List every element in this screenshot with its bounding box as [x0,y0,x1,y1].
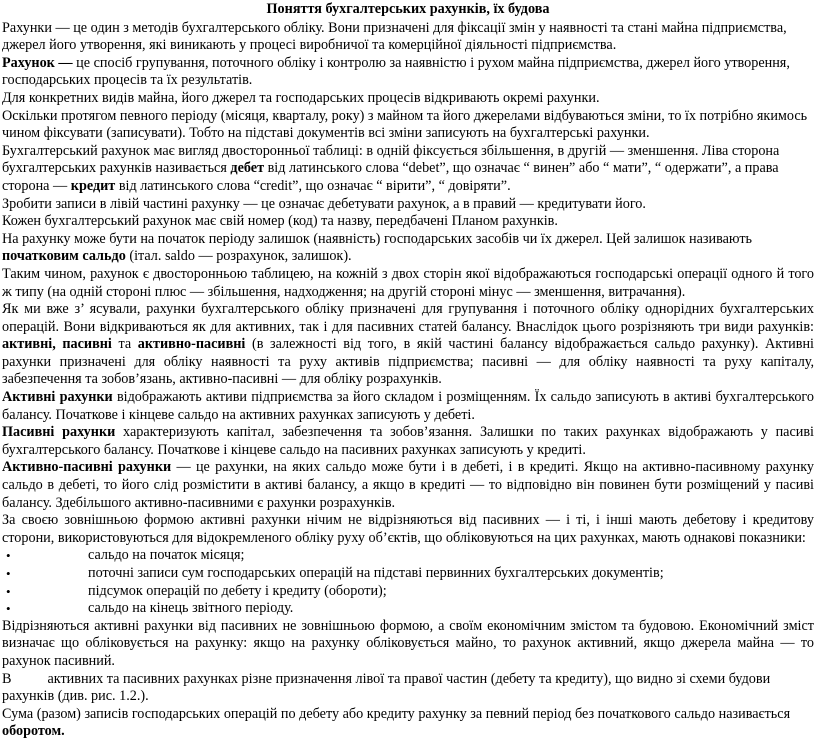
paragraph-account-types: Як ми вже з’ ясували, рахунки бухгалтерського обліку призначені для групування і поточного обліку однорідних бухгалтерських операцій. Вони відкриваються як для активних, так і для пасивних статей балансу. Внаслідок цього розрізняють три види рахунків: активні, пасивні та активно-пасивні (в залежності від того, в якій частині балансу відображається сальдо рахунку). Активні рахунки призначені для обліку наявності та руху активів підприємства; пасивні — для обліку наявності та руху капіталу, забезпечення та зобов’язань, активно-пасивні — для обліку розрахунків. [2,301,814,388]
list-item: • поточні записи сум господарських операцій на підставі первинних бухгалтерських документів; [6,565,664,581]
term-active-passive-accounts: активно-пасивні [137,336,246,353]
paragraph-separate-accounts: Для конкретних видів майна, його джерел та господарських процесів відкривають окремі рахунки. [2,89,600,106]
bullet-icon: • [6,583,11,599]
paragraph-two-sided-table: Таким чином, рахунок є двосторонньою таблицею, на кожній з двох сторін якої відображаються господарські операції одного й того ж типу (на одній стороні плюс — збільшення, надходження; на другій стороні мінус — зменшення, витрачання). [2,265,814,300]
paragraph-turnover: Сума (разом) записів господарських операцій по дебету або кредиту рахунку за певний період без початкового сальдо називається оборотом. [2,705,791,740]
list-item: • підсумок операцій по дебету і кредиту (обороти); [6,582,387,599]
list-item: • сальдо на кінець звітного періоду. [6,600,294,617]
term-passive-accounts: Пасивні рахунки [2,424,116,441]
paragraph-recording-changes: Оскільки протягом певного періоду (місяця, кварталу, року) з майном та його джерелами відбуваються зміни, то їх потрібно якимось чином фіксувати (записувати). Тобто на підставі документів всі зміни записують на бухгалтерські рахунки. [2,107,808,142]
bullet-icon: • [6,601,11,617]
paragraph-debit-credit: Бухгалтерський рахунок має вигляд двосторонньої таблиці: в одній фіксується збільшення, в другій — зменшення. Ліва сторона бухгалтерських рахунків називається дебет від латинського слова “debet”, що означає “ винен” або “ мати”, “ одержати”, а права сторона — кредит від латинського слова “credit”, що означає “ вірити”, “ довіряти”. [2,142,780,194]
paragraph-mixed-accounts: Активно-пасивні рахунки — це рахунки, на яких сальдо може бути і в дебеті, і в кредиті. Якщо на активно-пасивному рахунку сальдо в дебеті, то його слід розмістити в активі балансу, а якщо в кредиті — то відповідно він повинен бути розміщений у пасиві балансу. Здебільшого активно-пасивними є рахунки розрахунків. [2,459,814,511]
paragraph-external-form: За своєю зовнішньою формою активні рахунки нічим не відрізняються від пасивних — і ті, і інші мають дебетову і кредитову сторони, використовуються для відокремленого обліку руху об’єктів, що обліковуються на цих рахунках, мають однакові показники: [2,512,814,546]
term-turnover: оборотом. [2,723,65,740]
paragraph-account-code: Кожен бухгалтерський рахунок має свій номер (код) та назву, передбачені Планом рахунків. [2,213,558,230]
term-opening-balance: початковим сальдо [2,248,126,265]
paragraph-passive-accounts: Пасивні рахунки характеризують капітал, забезпечення та зобов’язання. Залишки по таких рахунках відображають у пасиві бухгалтерського балансу. Початкове і кінцеве сальдо на пасивних рахунках записують у кредиті. [2,424,814,458]
bullet-icon: • [6,566,11,581]
indicators-list [2,547,814,617]
term-credit: кредит [70,177,116,194]
term-account: Рахунок — [2,54,73,71]
paragraph-debit-credit-purpose: В активних та пасивних рахунках різне призначення лівої та правої частин (дебету та кредиту), що видно зі схеми будови рахунків (див. рис. 1.2.). [2,670,771,705]
term-active-accounts: Активні рахунки [2,389,113,406]
paragraph-economic-content: Відрізняються активні рахунки від пасивних не зовнішньою формою, а своїм економічним змістом та будовою. Економічний зміст визначає що обліковується на рахунку: якщо на рахунку обліковується майно, то рахунок активний, якщо джерела майна — то рахунок пасивний. [2,617,814,669]
paragraph-opening-balance: На рахунку може бути на початок періоду залишок (наявність) господарських засобів чи їх джерел. Цей залишок називають початковим сальдо (італ. saldo — розрахунок, залишок). [2,230,753,265]
term-active-passive: активні, пасивні [2,336,112,353]
list-item: • сальдо на початок місяця; [6,547,245,564]
paragraph-accounts-intro: Рахунки — це один з методів бухгалтерського обліку. Вони призначені для фіксації змін у наявності та стані майна підприємства, джерел його утворення, які виникають у процесі виробничої та комерційної діяльності підприємства. [2,19,787,54]
term-mixed-accounts: Активно-пасивні рахунки [2,459,172,476]
paragraph-debiting-crediting: Зробити записи в лівій частині рахунку — це означає дебетувати рахунок, а в правий — кредитувати його. [2,195,646,212]
bullet-icon: • [6,548,11,564]
paragraph-active-accounts: Активні рахунки відображають активи підприємства за його складом і розміщенням. Їх сальдо записують в активі бухгалтерського балансу. Початкове і кінцеве сальдо на активних рахунках записують у дебеті. [2,389,814,423]
paragraph-account-definition: Рахунок — це спосіб групування, поточного обліку і контролю за наявністю і рухом майна підприємства, джерел його утворення, господарських процесів та їх результатів. [2,54,790,89]
document-title: Поняття бухгалтерських рахунків, їх будова [266,1,550,17]
term-debit: дебет [230,160,265,177]
